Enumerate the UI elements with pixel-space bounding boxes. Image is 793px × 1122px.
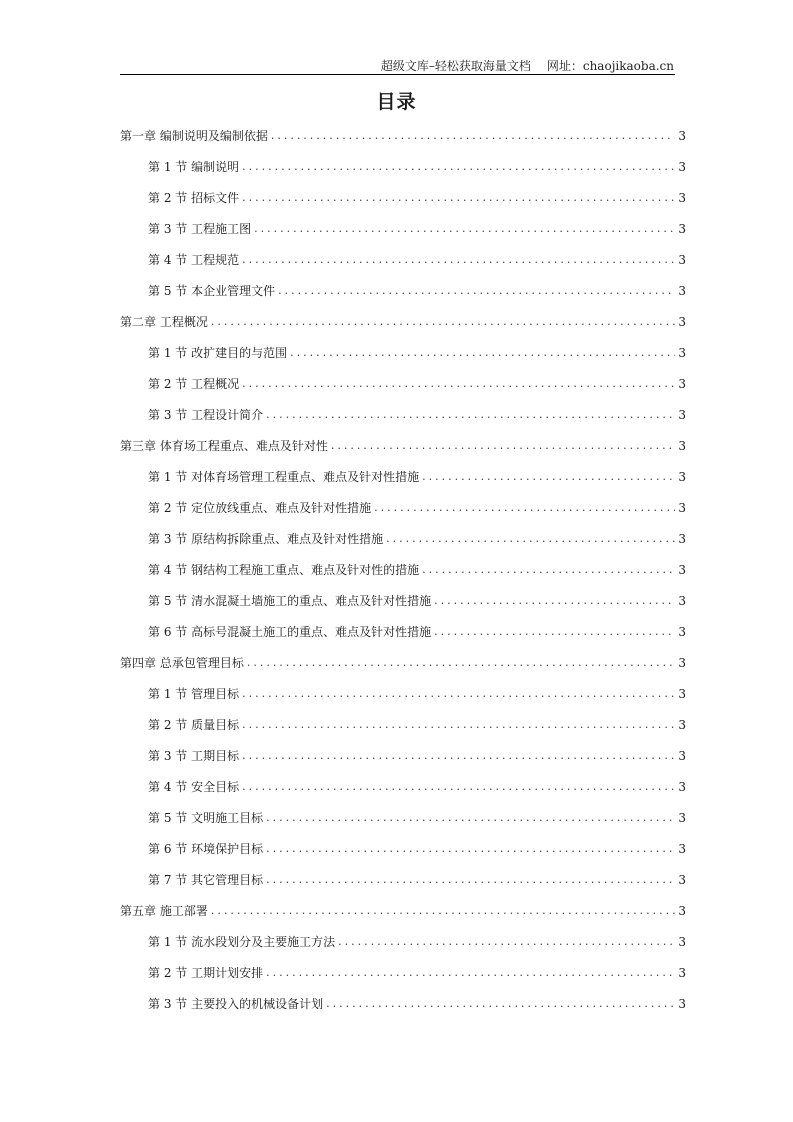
toc-entry-title: 第二章 工程概况 — [120, 315, 208, 329]
toc-section-entry[interactable] — [120, 461, 686, 492]
dot-leader — [331, 439, 676, 452]
toc-entry-title: 第 3 节 工期目标 — [148, 749, 240, 763]
toc-section-entry[interactable] — [120, 368, 686, 399]
toc-section-entry[interactable] — [120, 771, 686, 802]
toc-entry-title: 第 1 节 流水段划分及主要施工方法 — [148, 935, 336, 949]
toc-page-number: 3 — [678, 438, 686, 453]
toc-entry-title: 第 4 节 工程规范 — [148, 253, 240, 267]
toc-page-number: 3 — [678, 128, 686, 143]
toc-chapter-entry[interactable] — [120, 306, 686, 337]
toc-section-entry[interactable] — [120, 926, 686, 957]
toc-entry-title: 第 3 节 原结构拆除重点、难点及针对性措施 — [148, 532, 384, 546]
toc-section-entry[interactable] — [120, 492, 686, 523]
toc-section-entry[interactable] — [120, 182, 686, 213]
toc-page-number: 3 — [678, 934, 686, 949]
toc-page-number: 3 — [678, 748, 686, 763]
toc-entry-title: 第 2 节 工期计划安排 — [148, 966, 264, 980]
toc-entry-title: 第 6 节 环境保护目标 — [148, 842, 264, 856]
toc-section-entry[interactable] — [120, 523, 686, 554]
dot-leader — [211, 904, 676, 917]
toc-page-number: 3 — [678, 252, 686, 267]
toc-section-entry[interactable] — [120, 554, 686, 585]
toc-page-number: 3 — [678, 686, 686, 701]
toc-section-entry[interactable] — [120, 244, 686, 275]
toc-page-number: 3 — [678, 841, 686, 856]
toc-page-number: 3 — [678, 965, 686, 980]
toc-entry-title: 第 1 节 编制说明 — [148, 160, 240, 174]
toc-entry-title: 第 6 节 高标号混凝土施工的重点、难点及针对性措施 — [148, 625, 432, 639]
toc-entry-title: 第 3 节 主要投入的机械设备计划 — [148, 997, 324, 1011]
toc-page-number: 3 — [678, 903, 686, 918]
toc-page-number: 3 — [678, 872, 686, 887]
toc-chapter-entry[interactable] — [120, 120, 686, 151]
toc-page-number: 3 — [678, 221, 686, 236]
toc-section-entry[interactable] — [120, 988, 686, 1019]
dot-leader — [434, 625, 675, 638]
toc-entry-title: 第 3 节 工程施工图 — [148, 222, 252, 236]
dot-leader — [242, 191, 675, 204]
toc-entry-title: 第 1 节 对体育场管理工程重点、难点及针对性措施 — [148, 470, 420, 484]
toc-chapter-entry[interactable] — [120, 647, 686, 678]
toc-page-number: 3 — [678, 996, 686, 1011]
dot-leader — [290, 346, 675, 359]
toc-entry-title: 第 2 节 定位放线重点、难点及针对性措施 — [148, 501, 372, 515]
dot-leader — [278, 284, 675, 297]
toc-section-entry[interactable] — [120, 585, 686, 616]
dot-leader — [434, 594, 675, 607]
dot-leader — [386, 532, 675, 545]
toc-entry-title: 第 1 节 管理目标 — [148, 687, 240, 701]
toc-entry-title: 第一章 编制说明及编制依据 — [120, 129, 268, 143]
dot-leader — [242, 160, 675, 173]
toc-section-entry[interactable] — [120, 399, 686, 430]
toc-section-entry[interactable] — [120, 213, 686, 244]
toc-entry-title: 第 5 节 清水混凝土墙施工的重点、难点及针对性措施 — [148, 594, 432, 608]
header-url[interactable]: 网址：chaojikaoba.cn — [546, 59, 674, 73]
dot-leader — [266, 408, 675, 421]
toc-page-number: 3 — [678, 810, 686, 825]
toc-page-number: 3 — [678, 190, 686, 205]
toc-entry-title: 第 1 节 改扩建目的与范围 — [148, 346, 288, 360]
toc-entry-title: 第 2 节 招标文件 — [148, 191, 240, 205]
toc-chapter-entry[interactable] — [120, 430, 686, 461]
dot-leader — [247, 656, 676, 669]
dot-leader — [242, 687, 675, 700]
toc-section-entry[interactable] — [120, 740, 686, 771]
toc-page-number: 3 — [678, 562, 686, 577]
toc-section-entry[interactable] — [120, 833, 686, 864]
dot-leader — [422, 563, 675, 576]
dot-leader — [266, 842, 675, 855]
dot-leader — [374, 501, 675, 514]
toc-page-number: 3 — [678, 469, 686, 484]
dot-leader — [326, 997, 675, 1010]
toc-page-number: 3 — [678, 531, 686, 546]
toc-page-number: 3 — [678, 655, 686, 670]
toc-page-number: 3 — [678, 376, 686, 391]
toc-section-entry[interactable] — [120, 616, 686, 647]
toc-section-entry[interactable] — [120, 709, 686, 740]
dot-leader — [266, 873, 675, 886]
dot-leader — [338, 935, 675, 948]
toc-page-number: 3 — [678, 283, 686, 298]
toc-page-number: 3 — [678, 500, 686, 515]
toc-section-entry[interactable] — [120, 802, 686, 833]
toc-page-number: 3 — [678, 779, 686, 794]
dot-leader — [266, 966, 675, 979]
toc-entry-title: 第 7 节 其它管理目标 — [148, 873, 264, 887]
toc-section-entry[interactable] — [120, 864, 686, 895]
dot-leader — [422, 470, 675, 483]
dot-leader — [211, 315, 676, 328]
page-header — [120, 57, 674, 74]
toc-section-entry[interactable] — [120, 337, 686, 368]
toc-section-entry[interactable] — [120, 151, 686, 182]
dot-leader — [242, 377, 675, 390]
dot-leader — [242, 253, 675, 266]
dot-leader — [242, 780, 675, 793]
toc-section-entry[interactable] — [120, 957, 686, 988]
dot-leader — [271, 129, 676, 142]
dot-leader — [254, 222, 675, 235]
toc-page-number: 3 — [678, 407, 686, 422]
toc-entry-title: 第 3 节 工程设计简介 — [148, 408, 264, 422]
toc-entry-title: 第五章 施工部署 — [120, 904, 208, 918]
toc-entry-title: 第 2 节 质量目标 — [148, 718, 240, 732]
toc-entry-title: 第 2 节 工程概况 — [148, 377, 240, 391]
toc-entry-title: 第 5 节 文明施工目标 — [148, 811, 264, 825]
dot-leader — [242, 718, 675, 731]
header-divider — [120, 74, 675, 75]
dot-leader — [266, 811, 675, 824]
dot-leader — [242, 749, 675, 762]
toc-entry-title: 第四章 总承包管理目标 — [120, 656, 244, 670]
toc-entry-title: 第 4 节 安全目标 — [148, 780, 240, 794]
toc-chapter-entry[interactable] — [120, 895, 686, 926]
toc-page-number: 3 — [678, 624, 686, 639]
toc-entry-title: 第三章 体育场工程重点、难点及针对性 — [120, 439, 328, 453]
page-title: 目录 — [376, 91, 417, 113]
table-of-contents — [120, 120, 686, 1019]
header-site-name: 超级文库–轻松获取海量文档 — [380, 59, 531, 73]
toc-page-number: 3 — [678, 314, 686, 329]
toc-section-entry[interactable] — [120, 678, 686, 709]
toc-page-number: 3 — [678, 593, 686, 608]
toc-section-entry[interactable] — [120, 275, 686, 306]
toc-page-number: 3 — [678, 717, 686, 732]
toc-entry-title: 第 4 节 钢结构工程施工重点、难点及针对性的措施 — [148, 563, 420, 577]
toc-page-number: 3 — [678, 345, 686, 360]
toc-entry-title: 第 5 节 本企业管理文件 — [148, 284, 276, 298]
toc-page-number: 3 — [678, 159, 686, 174]
